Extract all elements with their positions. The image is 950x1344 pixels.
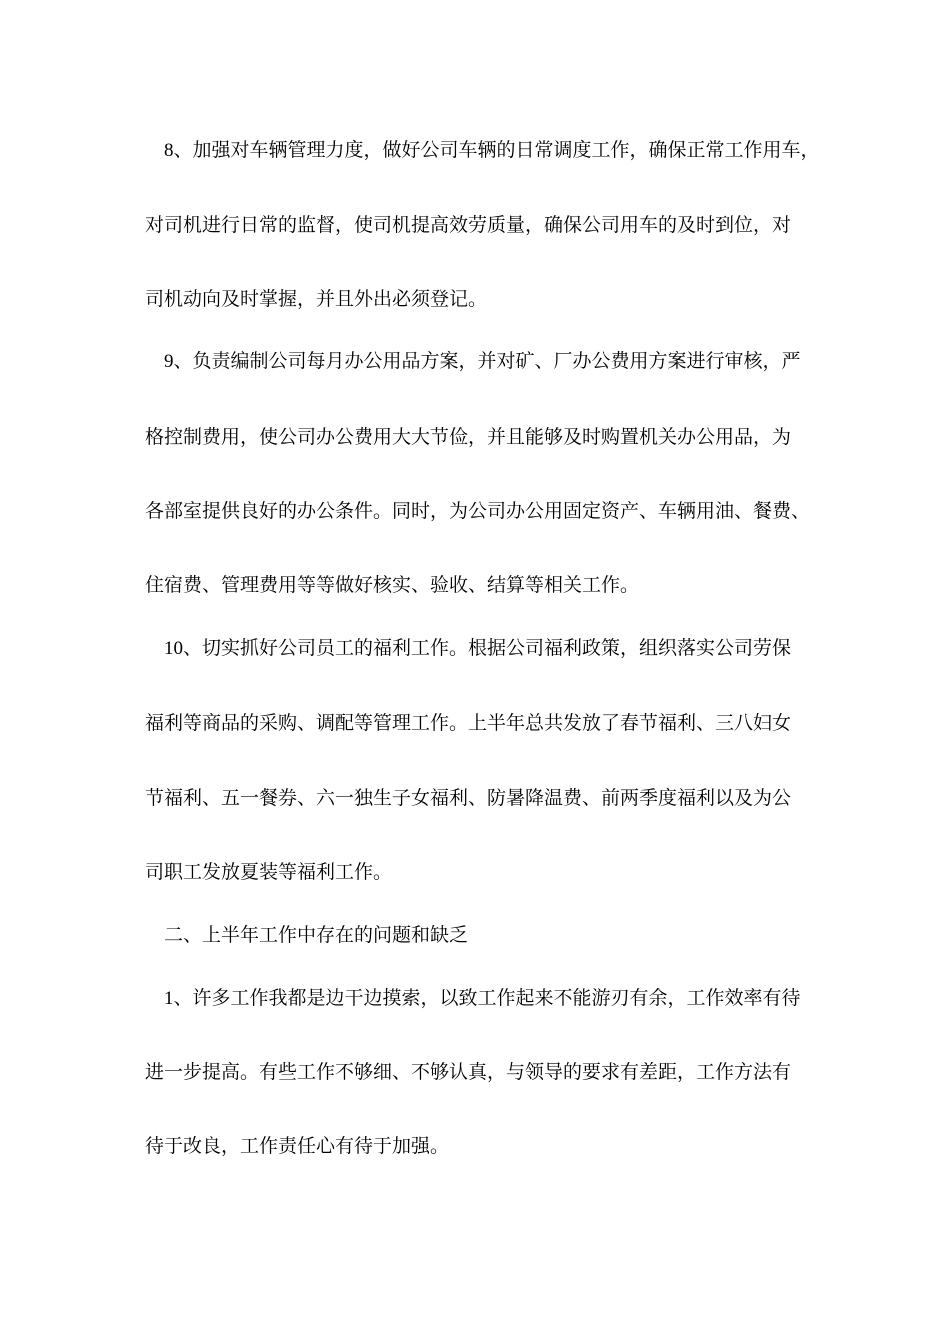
paragraph-9-number: 9 xyxy=(164,351,174,372)
paragraph-8-line-1 xyxy=(164,138,820,163)
paragraph-8-line-2: 对司机进行日常的监督，使司机提高效劳质量，确保公司用车的及时到位，对 xyxy=(145,214,792,236)
paragraph-9-line-4: 住宿费、管理费用等等做好核实、验收、结算等相关工作。 xyxy=(145,574,640,596)
paragraph-1-line-3: 待于改良，工作责任心有待于加强。 xyxy=(145,1135,450,1157)
paragraph-10-line-3: 节福利、五一餐券、六一独生子女福利、防暑降温费、前两季度福利以及为公 xyxy=(145,787,792,809)
paragraph-1-number: 1 xyxy=(164,988,174,1009)
paragraph-8-line-3: 司机动向及时掌握，并且外出必须登记。 xyxy=(145,288,488,310)
paragraph-1-line-2: 进一步提高。有些工作不够细、不够认真，与领导的要求有差距，工作方法有 xyxy=(145,1061,792,1083)
paragraph-1-line-1 xyxy=(164,986,801,1011)
paragraph-9-line-1 xyxy=(164,349,801,374)
paragraph-text: 、负责编制公司每月办公用品方案，并对矿、厂办公费用方案进行审核，严 xyxy=(173,350,801,372)
paragraph-text: 、加强对车辆管理力度，做好公司车辆的日常调度工作，确保正常工作用车， xyxy=(173,139,820,161)
paragraph-10-line-1 xyxy=(164,636,791,661)
paragraph-text: 、切实抓好公司员工的福利工作。根据公司福利政策，组织落实公司劳保 xyxy=(183,637,792,659)
section-heading: 二、上半年工作中存在的问题和缺乏 xyxy=(164,924,469,946)
paragraph-text: 、许多工作我都是边干边摸索，以致工作起来不能游刃有余，工作效率有待 xyxy=(173,987,801,1009)
paragraph-8-number: 8 xyxy=(164,140,174,161)
paragraph-10-line-2: 福利等商品的采购、调配等管理工作。上半年总共发放了春节福利、三八妇女 xyxy=(145,712,792,734)
paragraph-9-line-3: 各部室提供良好的办公条件。同时，为公司办公用固定资产、车辆用油、餐费、 xyxy=(145,500,811,522)
paragraph-9-line-2: 格控制费用，使公司办公费用大大节俭，并且能够及时购置机关办公用品，为 xyxy=(145,426,792,448)
paragraph-10-line-4: 司职工发放夏装等福利工作。 xyxy=(145,861,393,883)
paragraph-10-number: 10 xyxy=(164,638,183,659)
